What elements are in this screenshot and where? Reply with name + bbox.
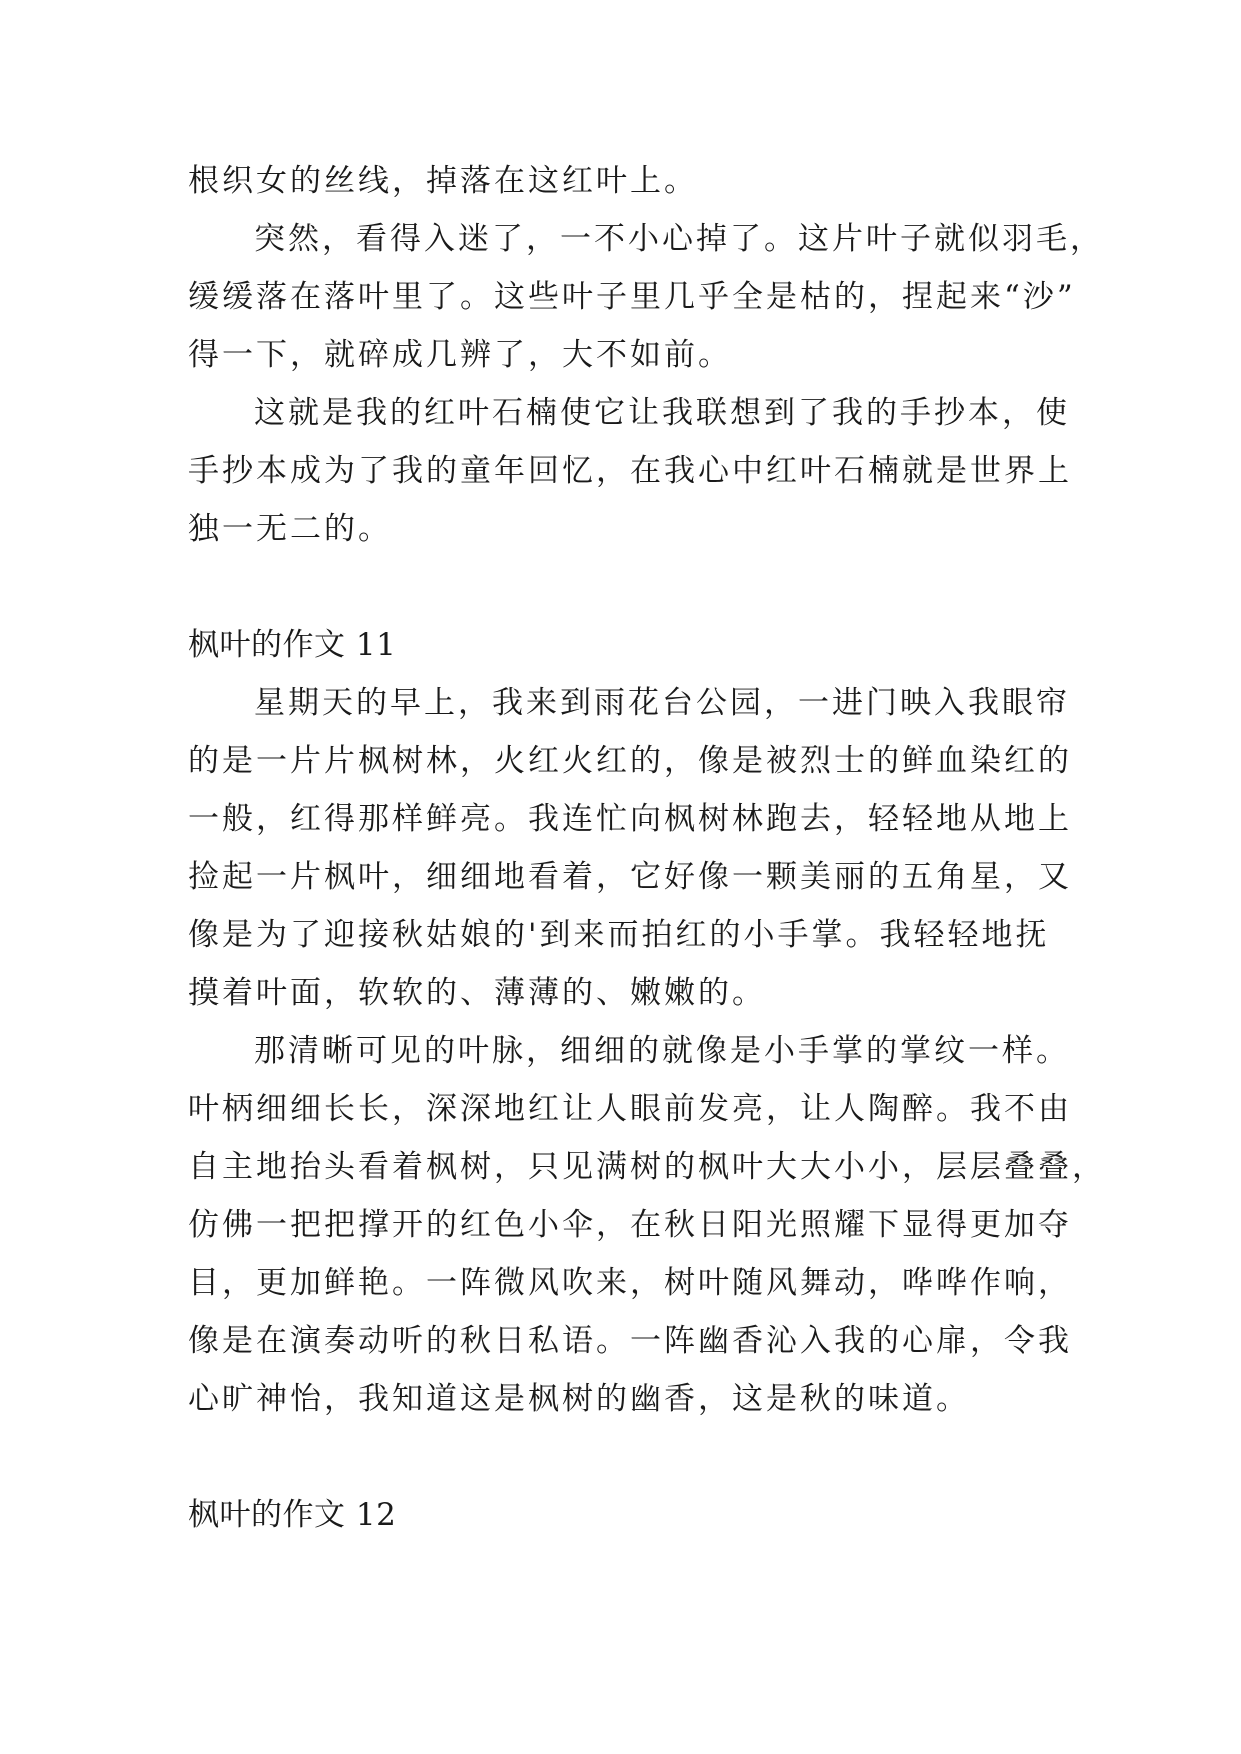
text-line: 摸着叶面，软软的、薄薄的、嫩嫩的。 xyxy=(188,975,766,1011)
section-heading: 枫叶的作文 12 xyxy=(188,1497,397,1533)
text-line: 一般，红得那样鲜亮。我连忙向枫树林跑去，轻轻地从地上 xyxy=(188,801,1072,837)
text-line: 的是一片片枫树林，火红火红的，像是被烈士的鲜血染红的 xyxy=(188,743,1072,779)
text-line: 自主地抬头看着枫树，只见满树的枫叶大大小小，层层叠叠， xyxy=(188,1149,1106,1185)
text-line: 心旷神怡，我知道这是枫树的幽香，这是秋的味道。 xyxy=(188,1381,970,1417)
text-line: 像是在演奏动听的秋日私语。一阵幽香沁入我的心扉，令我 xyxy=(188,1323,1072,1359)
paragraph-first-line: 星期天的早上，我来到雨花台公园，一进门映入我眼帘 xyxy=(254,685,1070,721)
section-heading: 枫叶的作文 11 xyxy=(188,627,397,663)
text-line: 得一下，就碎成几辨了，大不如前。 xyxy=(188,337,732,373)
text-line: 根织女的丝线，掉落在这红叶上。 xyxy=(188,163,698,199)
text-line: 叶柄细细长长，深深地红让人眼前发亮，让人陶醉。我不由 xyxy=(188,1091,1072,1127)
text-line: 目，更加鲜艳。一阵微风吹来，树叶随风舞动，哗哗作响， xyxy=(188,1265,1072,1301)
text-line: 缓缓落在落叶里了。这些叶子里几乎全是枯的，捏起来“沙” xyxy=(188,279,1076,315)
text-line: 像是为了迎接秋姑娘的'到来而拍红的小手掌。我轻轻地抚 xyxy=(188,917,1050,953)
document-page xyxy=(188,152,1106,1544)
paragraph-first-line: 这就是我的红叶石楠使它让我联想到了我的手抄本，使 xyxy=(254,395,1070,431)
paragraph-first-line: 突然，看得入迷了，一不小心掉了。这片叶子就似羽毛， xyxy=(254,221,1104,257)
section-gap xyxy=(188,558,1058,616)
paragraph-first-line: 那清晰可见的叶脉，细细的就像是小手掌的掌纹一样。 xyxy=(254,1033,1070,1069)
text-line: 仿佛一把把撑开的红色小伞，在秋日阳光照耀下显得更加夺 xyxy=(188,1207,1072,1243)
text-line: 捡起一片枫叶，细细地看着，它好像一颗美丽的五角星，又 xyxy=(188,859,1072,895)
section-gap xyxy=(188,1428,1058,1486)
text-line: 独一无二的。 xyxy=(188,511,392,547)
text-line: 手抄本成为了我的童年回忆，在我心中红叶石楠就是世界上 xyxy=(188,453,1072,489)
